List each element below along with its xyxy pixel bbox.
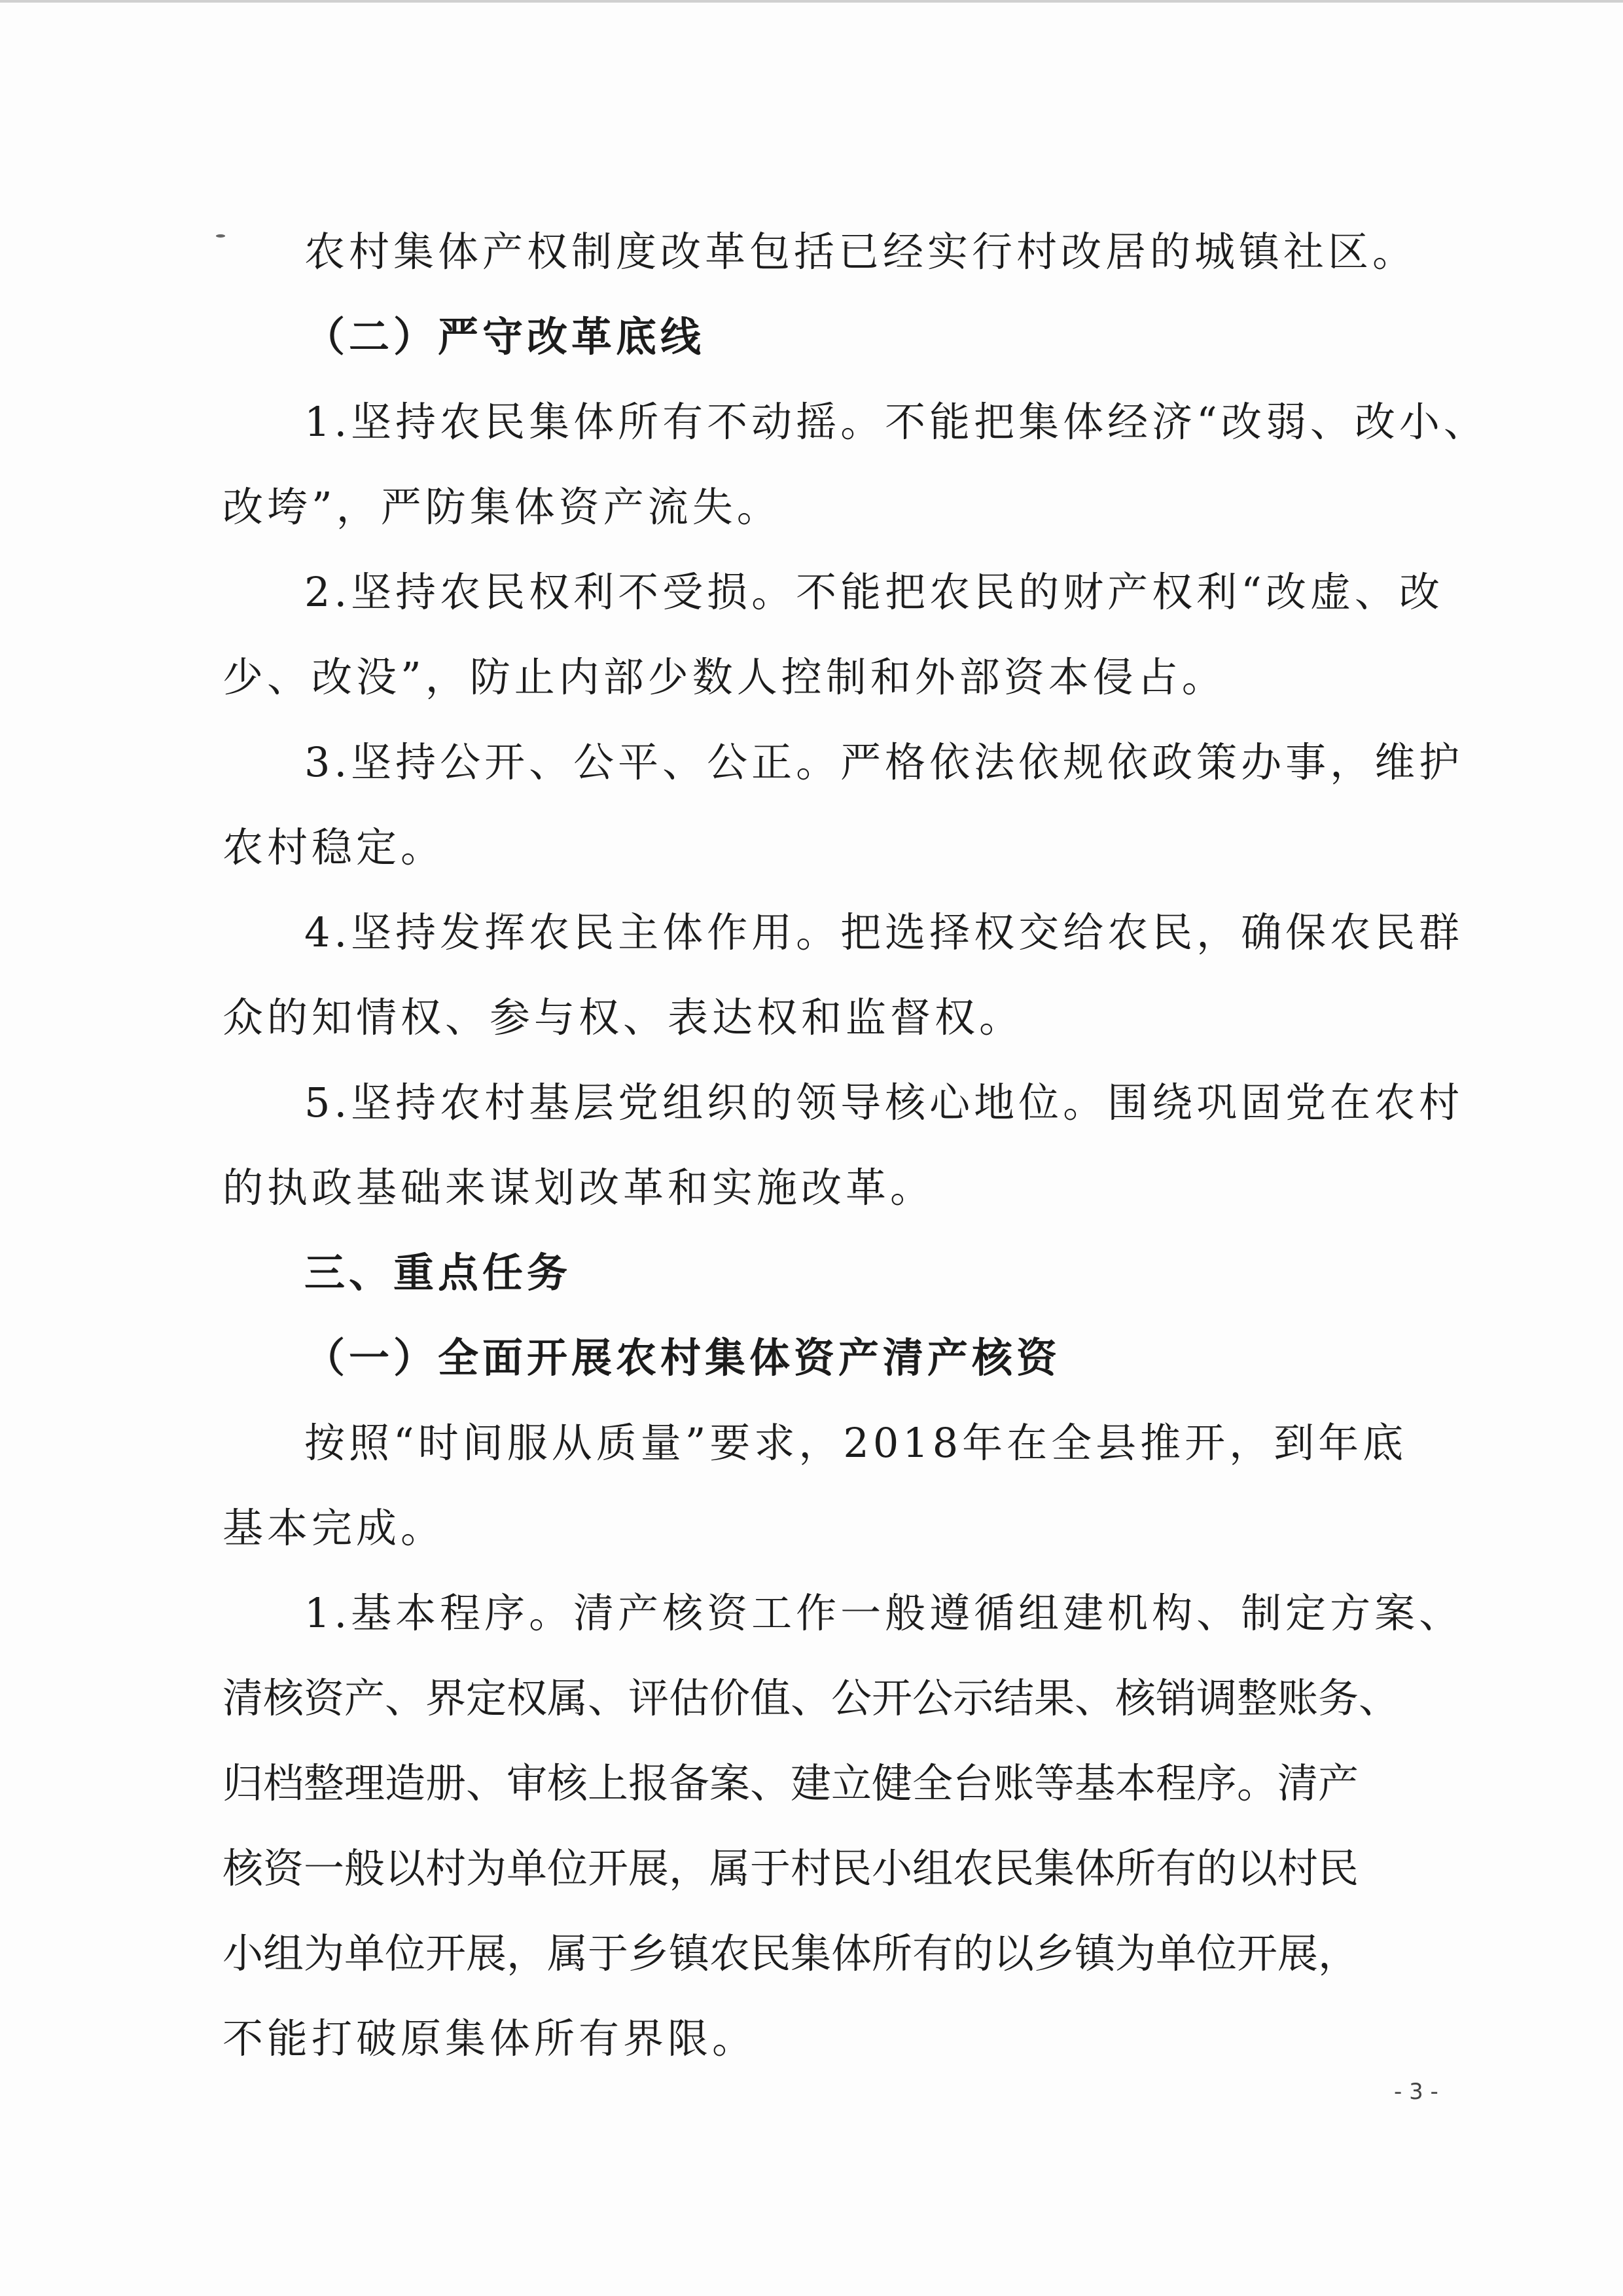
body-line: 1.基本程序。清产核资工作一般遵循组建机构、制定方案、	[304, 1589, 1464, 1637]
body-line: 4.坚持发挥农民主体作用。把选择权交给农民，确保农民群	[304, 908, 1464, 956]
body-line: 核资一般以村为单位开展，属于村民小组农民集体所有的以村民	[223, 1844, 1359, 1892]
body-line: 不能打破原集体所有界限。	[223, 2015, 757, 2062]
body-line: 众的知情权、参与权、表达权和监督权。	[223, 994, 1024, 1041]
body-line: 1.坚持农民集体所有不动摇。不能把集体经济“改弱、改小、	[304, 398, 1488, 446]
body-line: 5.坚持农村基层党组织的领导核心地位。围绕巩固党在农村	[304, 1079, 1464, 1126]
scan-speck	[216, 234, 225, 238]
body-line: 农村集体产权制度改革包括已经实行村改居的城镇社区。	[304, 228, 1418, 276]
body-line: 基本完成。	[223, 1504, 446, 1552]
section-heading: （二）严守改革底线	[304, 313, 705, 361]
subsection-heading: （一）全面开展农村集体资产清产核资	[304, 1334, 1061, 1382]
body-line: 清核资产、界定权属、评估价值、公开公示结果、核销调整账务、	[223, 1674, 1400, 1722]
body-line: 少、改没”，防止内部少数人控制和外部资本侵占。	[223, 653, 1226, 701]
scan-edge-line	[0, 0, 1623, 3]
body-line: 3.坚持公开、公平、公正。严格依法依规依政策办事，维护	[304, 738, 1464, 786]
body-line: 按照“时间服从质量”要求，2018年在全县推开，到年底	[304, 1419, 1408, 1467]
section-heading: 三、重点任务	[304, 1249, 572, 1297]
page-number: - 3 -	[1394, 2079, 1438, 2105]
body-line: 小组为单位开展，属于乡镇农民集体所有的以乡镇为单位开展，	[223, 1929, 1359, 1977]
body-line: 改垮”，严防集体资产流失。	[223, 483, 781, 531]
body-line: 2.坚持农民权利不受损。不能把农民的财产权利“改虚、改	[304, 568, 1444, 616]
body-line: 归档整理造册、审核上报备案、建立健全台账等基本程序。清产	[223, 1759, 1359, 1807]
body-line: 农村稳定。	[223, 823, 446, 871]
body-line: 的执政基础来谋划改革和实施改革。	[223, 1164, 935, 1211]
